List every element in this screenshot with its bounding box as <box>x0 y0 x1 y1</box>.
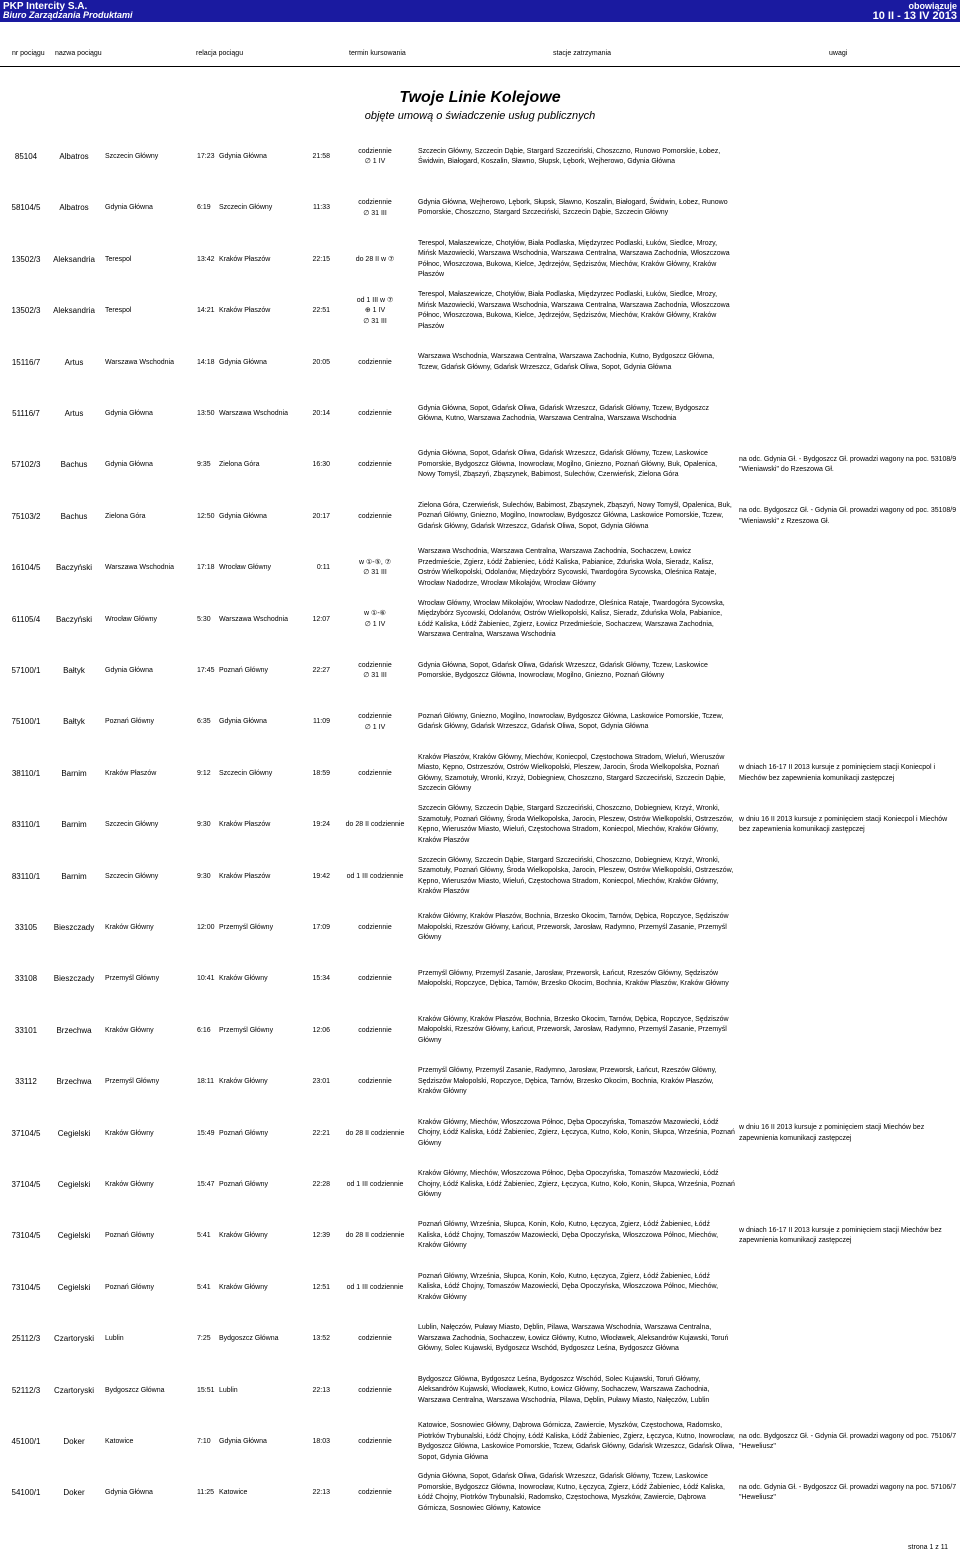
destination-station: Kraków Płaszów <box>219 255 271 263</box>
arrival-time: 17:09 <box>312 924 330 931</box>
arrival-time: 12:07 <box>312 615 330 623</box>
train-number: 61105/4 <box>11 614 41 624</box>
column-header-train-number: nr pociągu <box>12 50 45 57</box>
origin-station: Wrocław Główny <box>105 615 157 623</box>
destination-station: Kraków Główny <box>219 1078 268 1086</box>
office-name: Biuro Zarządzania Produktami <box>3 10 133 20</box>
departure-time: 5:41 <box>197 1232 211 1240</box>
train-number: 33105 <box>14 923 38 932</box>
train-number: 33108 <box>14 974 38 984</box>
origin-station: Kraków Płaszów <box>105 769 157 777</box>
departure-time: 14:18 <box>197 358 215 366</box>
destination-station: Szczecin Główny <box>219 769 273 777</box>
train-number: 37104/5 <box>11 1180 41 1189</box>
destination-station: Kraków Główny <box>219 1232 268 1240</box>
train-number: 15116/7 <box>11 357 41 367</box>
arrival-time: 20:05 <box>312 358 330 366</box>
train-number: 75100/1 <box>11 717 41 727</box>
train-number: 73104/5 <box>11 1231 41 1241</box>
train-name: Cegielski <box>57 1128 91 1138</box>
stops-list: Przemyśl Główny, Przemyśl Zasanie, Radymno, Jarosław, Przeworsk, Łańcut, Rzeszów Główny, Sędziszów Małopolski, Ropczyce, Dębica, Tarnów, Brzesko Okocim, Bochnia, Kraków Płaszów, Kraków Główny <box>418 1067 717 1096</box>
schedule-term: codziennie <box>358 924 392 931</box>
stops-list: Kraków Główny, Kraków Płaszów, Bochnia, Brzesko Okocim, Tarnów, Dębica, Ropczyce, Sędziszów Małopolski, Rzeszów Główny, Łańcut, Przeworsk, Jarosław, Radymno, Przemyśl Zasanie, Przemyśl Główny <box>418 913 729 941</box>
arrival-time: 20:14 <box>312 410 330 417</box>
train-name: Artus <box>64 357 84 367</box>
stops-list: Terespol, Małaszewicze, Chotyłów, Biała Podlaska, Międzyrzec Podlaski, Łuków, Siedlce, Mrozy, Mińsk Mazowiecki, Warszawa Wschodnia, Warszawa Centralna, Warszawa Zachodnia, Włoszczowa Północ, Włoszczowa, Bukowa, Kielce, Jędrzejów, Sędziszów, Miechów, Kraków Główny, Kraków Płaszów <box>418 291 730 330</box>
stops-list: Kraków Główny, Miechów, Włoszczowa Północ, Dęba Opoczyńska, Tomaszów Mazowiecki, Łódź Chojny, Łódź Kaliska, Łódź Żabieniec, Zgierz, Łęczyca, Kutno, Koło, Konin, Słupca, Września, Poznań Główny <box>418 1118 735 1147</box>
origin-station: Kraków Główny <box>105 924 154 931</box>
stops-list: Gdynia Główna, Sopot, Gdańsk Oliwa, Gdańsk Wrzeszcz, Gdańsk Główny, Tczew, Laskowice Pomorskie, Bydgoszcz Główna, Inowrocław, Kutno, Łęczyca, Zgierz, Łódź Żabieniec, Łódź Kaliska, Łódź Chojny, Piotrków Trybunalski, Radomsko, Częstochowa, Myszków, Zawiercie, Dąbrowa Górnicza, Sosnowiec Główny, Katowice <box>418 1473 725 1512</box>
train-number: 33101 <box>14 1025 38 1035</box>
schedule-term: codziennie <box>358 358 392 366</box>
destination-station: Kraków Główny <box>219 975 268 983</box>
origin-station: Gdynia Główna <box>105 410 153 417</box>
schedule-term: codziennie <box>358 1386 392 1394</box>
destination-station: Gdynia Główna <box>219 153 267 160</box>
arrival-time: 23:01 <box>312 1078 330 1086</box>
departure-time: 7:10 <box>197 1438 211 1445</box>
train-number: 75103/2 <box>11 511 41 521</box>
stops-list: Terespol, Małaszewicze, Chotyłów, Biała Podlaska, Międzyrzec Podlaski, Łuków, Siedlce, Mrozy, Mińsk Mazowiecki, Warszawa Wschodnia, Warszawa Centralna, Warszawa Zachodnia, Włoszczowa Północ, Włoszczowa, Bukowa, Kielce, Jędrzejów, Sędziszów, Miechów, Kraków Główny, Kraków Płaszów <box>418 239 730 279</box>
column-header-notes: uwagi <box>829 50 848 57</box>
destination-station: Poznań Główny <box>219 1129 269 1137</box>
arrival-time: 0:11 <box>316 564 330 572</box>
departure-time: 12:50 <box>197 512 215 520</box>
destination-station: Gdynia Główna <box>219 1438 267 1445</box>
train-number: 45100/1 <box>11 1437 41 1446</box>
stops-list: Wrocław Główny, Wrocław Mikołajów, Wrocław Nadodrze, Oleśnica Rataje, Twardogóra Sycowska, Międzybórz Sycowski, Odolanów, Ostrów Wielkopolski, Kalisz, Sieradz, Zduńska Wola, Pabianice, Łódź Kaliska, Łódź Żabieniec, Zgierz, Łowicz Przedmieście, Sochaczew, Warszawa Zachodnia, Warszawa Centralna, Warszawa Wschodnia <box>418 599 725 639</box>
destination-station: Katowice <box>219 1489 248 1497</box>
schedule-term: od 1 III codziennie <box>346 1181 404 1188</box>
origin-station: Szczecin Główny <box>105 153 159 160</box>
stops-list: Gdynia Główna, Sopot, Gdańsk Oliwa, Gdańsk Wrzeszcz, Gdańsk Główny, Tczew, Laskowice Pomorskie, Bydgoszcz Główna, Inowrocław, Mogilno, Gniezno, Poznań Główny <box>418 661 708 679</box>
train-note: na odc. Bydgoszcz Gł. - Gdynia Gł. prowadzi wagony od poc. 75106/7 "Heweliusz" <box>739 1432 957 1450</box>
schedule-term: od 1 III codziennie <box>346 1283 404 1291</box>
arrival-time: 12:39 <box>312 1232 330 1240</box>
departure-time: 10:41 <box>197 975 215 983</box>
destination-station: Lublin <box>219 1386 238 1394</box>
train-note: w dniu 16 II 2013 kursuje z pominięciem stacji Koniecpol i Miechów bez zapewnienia komunikacji zastępczej <box>739 815 948 834</box>
schedule-term: codziennie <box>358 713 392 721</box>
header-divider <box>0 66 960 67</box>
origin-station: Kraków Główny <box>105 1026 154 1034</box>
destination-station: Szczecin Główny <box>219 204 273 212</box>
destination-station: Poznań Główny <box>219 667 269 674</box>
departure-time: 9:30 <box>197 872 211 880</box>
destination-station: Kraków Płaszów <box>219 821 271 829</box>
origin-station: Poznań Główny <box>105 1283 155 1291</box>
origin-station: Przemyśl Główny <box>105 975 160 983</box>
schedule-term: codziennie <box>358 1489 392 1497</box>
schedule-term: ⊕ 1 IV <box>364 307 386 315</box>
timetable-row <box>0 1463 960 1523</box>
departure-time: 6:19 <box>197 204 211 212</box>
stops-list: Przemyśl Główny, Przemyśl Zasanie, Jarosław, Przeworsk, Łańcut, Rzeszów Główny, Sędziszów Małopolski, Ropczyce, Dębica, Tarnów, Brzesko Okocim, Bochnia, Kraków Płaszów, Kraków Główny <box>418 969 729 988</box>
departure-time: 17:18 <box>197 564 215 572</box>
train-number: 54100/1 <box>11 1488 41 1498</box>
train-name: Baczyński <box>55 563 92 573</box>
train-note: na odc. Gdynia Gł. - Bydgoszcz Gł. prowadzi wagony na poc. 53108/9 "Wieniawski" do Rzeszowa Gł. <box>739 455 957 474</box>
destination-station: Gdynia Główna <box>219 718 267 726</box>
schedule-term: ∅ 31 III <box>363 569 387 577</box>
schedule-term: codziennie <box>358 661 392 669</box>
destination-station: Kraków Płaszów <box>219 872 271 880</box>
schedule-term: codziennie <box>358 199 392 207</box>
train-name: Doker <box>63 1437 85 1446</box>
company-name: PKP Intercity S.A. <box>3 1 88 12</box>
train-name: Bieszczady <box>53 974 95 984</box>
departure-time: 11:25 <box>197 1489 214 1497</box>
destination-station: Gdynia Główna <box>219 512 267 520</box>
origin-station: Przemyśl Główny <box>105 1078 160 1086</box>
train-name: Bachus <box>60 460 88 470</box>
train-name: Albatros <box>59 203 89 213</box>
schedule-term: ∅ 1 IV <box>364 158 386 166</box>
stops-list: Gdynia Główna, Sopot, Gdańsk Oliwa, Gdańsk Wrzeszcz, Gdańsk Główny, Tczew, Bydgoszcz Główna, Kutno, Warszawa Zachodnia, Warszawa Centralna, Warszawa Wschodnia <box>418 404 710 422</box>
destination-station: Przemyśl Główny <box>219 924 274 931</box>
origin-station: Warszawa Wschodnia <box>105 358 174 366</box>
train-note: na odc. Gdynia Gł. - Bydgoszcz Gł. prowadzi wagony na poc. 57106/7 "Heweliusz" <box>739 1483 957 1502</box>
train-name: Cegielski <box>57 1282 91 1292</box>
schedule-term: ∅ 31 III <box>363 317 387 325</box>
train-name: Brzechwa <box>56 1077 92 1087</box>
train-name: Barnim <box>61 768 87 778</box>
origin-station: Katowice <box>105 1438 134 1445</box>
arrival-time: 21:58 <box>312 153 330 160</box>
departure-time: 5:41 <box>197 1283 211 1291</box>
arrival-time: 12:06 <box>312 1026 330 1034</box>
destination-station: Warszawa Wschodnia <box>219 615 288 623</box>
origin-station: Lublin <box>105 1335 124 1343</box>
stops-list: Poznań Główny, Września, Słupca, Konin, Koło, Kutno, Łęczyca, Zgierz, Łódź Żabieniec, Łódź Kaliska, Łódź Chojny, Tomaszów Mazowiecki, Dęba Opoczyńska, Włoszczowa Północ, Miechów, Kraków Główny <box>418 1221 719 1250</box>
departure-time: 6:35 <box>197 718 211 726</box>
train-number: 13502/3 <box>11 254 41 264</box>
origin-station: Gdynia Główna <box>105 1489 153 1497</box>
stops-list: Szczecin Główny, Szczecin Dąbie, Stargard Szczeciński, Choszczno, Dobiegniew, Krzyż, Wronki, Szamotuły, Poznań Główny, Środa Wielkopolska, Jarocin, Pleszew, Ostrów Wielkopolski, Ostrzeszów, Kępno, Wieruszów Miasto, Wieluń, Częstochowa Stradom, Koniecpol, Miechów, Kraków Główny, Kraków Płaszów <box>418 805 734 844</box>
train-name: Aleksandria <box>53 254 95 264</box>
train-number: 57100/1 <box>11 666 41 675</box>
stops-list: Kraków Główny, Kraków Płaszów, Bochnia, Brzesko Okocim, Tarnów, Dębica, Ropczyce, Sędziszów Małopolski, Rzeszów Główny, Łańcut, Przeworsk, Jarosław, Radymno, Przemyśl Zasanie, Przemyśl Główny <box>418 1015 729 1044</box>
train-number: 58104/5 <box>11 203 41 213</box>
train-name: Doker <box>63 1488 85 1498</box>
train-number: 51116/7 <box>12 409 40 418</box>
departure-time: 17:23 <box>197 153 215 160</box>
train-name: Bałtyk <box>63 717 85 727</box>
stops-list: Zielona Góra, Czerwieńsk, Sulechów, Babimost, Zbąszynek, Zbąszyń, Nowy Tomyśl, Opalenica, Buk, Poznań Główny, Gniezno, Mogilno, Inowrocław, Bydgoszcz Główna, Laskowice Pomorskie, Tczew, Gdańsk Główny, Gdańsk Wrzeszcz, Gdańsk Oliwa, Sopot, Gdynia Główna <box>418 501 732 530</box>
arrival-time: 11:09 <box>313 718 330 726</box>
origin-station: Terespol <box>105 255 132 263</box>
column-header-route: relacja pociągu <box>196 50 244 57</box>
schedule-term: codziennie <box>358 512 392 520</box>
stops-list: Kraków Główny, Miechów, Włoszczowa Północ, Dęba Opoczyńska, Tomaszów Mazowiecki, Łódź Chojny, Łódź Kaliska, Łódź Żabieniec, Zgierz, Łęczyca, Kutno, Koło, Konin, Słupca, Września, Poznań Główny <box>418 1170 735 1198</box>
origin-station: Gdynia Główna <box>105 667 153 674</box>
destination-station: Bydgoszcz Główna <box>219 1335 279 1343</box>
schedule-term: ∅ 31 III <box>363 672 387 680</box>
stops-list: Bydgoszcz Główna, Bydgoszcz Leśna, Bydgoszcz Wschód, Solec Kujawski, Toruń Główny, Aleksandrów Kujawski, Włocławek, Kutno, Łowicz Główny, Sochaczew, Warszawa Zachodnia, Warszawa Centralna, Warszawa Wschodnia, Pilawa, Dęblin, Puławy Miasto, Nałęczów, Lublin <box>418 1375 710 1404</box>
departure-time: 13:50 <box>197 410 215 417</box>
destination-station: Zielona Góra <box>219 461 260 469</box>
arrival-time: 15:34 <box>312 975 330 983</box>
origin-station: Kraków Główny <box>105 1129 154 1137</box>
train-name: Aleksandria <box>53 306 95 316</box>
schedule-term: codziennie <box>358 461 392 469</box>
train-note: w dniach 16-17 II 2013 kursuje z pominięciem stacji Koniecpol i Miechów bez zapewnienia komunikacji zastępczej <box>739 764 936 782</box>
schedule-term: codziennie <box>358 769 392 777</box>
section-title: Twoje Linie Kolejowe <box>399 89 561 106</box>
departure-time: 6:16 <box>197 1026 211 1034</box>
schedule-term: do 28 II codziennie <box>345 1129 405 1137</box>
destination-station: Poznań Główny <box>219 1181 269 1188</box>
schedule-term: ∅ 1 IV <box>364 723 386 731</box>
train-number: 83110/1 <box>11 871 41 881</box>
departure-time: 15:49 <box>197 1129 215 1137</box>
train-name: Bachus <box>60 511 88 521</box>
schedule-term: codziennie <box>358 147 392 155</box>
stops-list: Lublin, Nałęczów, Puławy Miasto, Dęblin, Pilawa, Warszawa Wschodnia, Warszawa Centralna, Warszawa Zachodnia, Sochaczew, Łowicz Główny, Kutno, Włocławek, Aleksandrów Kujawski, Toruń Główny, Solec Kujawski, Bydgoszcz Wschód, Bydgoszcz Leśna, Bydgoszcz Główna <box>418 1324 729 1353</box>
train-name: Cegielski <box>57 1231 91 1241</box>
section-subtitle: objęte umową o świadczenie usług publicznych <box>364 110 596 122</box>
train-number: 52112/3 <box>11 1385 41 1395</box>
origin-station: Szczecin Główny <box>105 872 159 880</box>
train-number: 25112/3 <box>11 1334 41 1344</box>
train-number: 38110/1 <box>11 768 41 778</box>
schedule-term: do 28 II codziennie <box>345 1232 405 1240</box>
train-name: Barnim <box>61 820 87 830</box>
train-name: Barnim <box>61 871 87 881</box>
arrival-time: 11:33 <box>313 204 330 212</box>
arrival-time: 12:51 <box>312 1283 330 1291</box>
origin-station: Gdynia Główna <box>105 204 153 212</box>
arrival-time: 22:13 <box>312 1386 330 1394</box>
train-number: 57102/3 <box>11 460 41 470</box>
arrival-time: 22:21 <box>312 1129 330 1137</box>
departure-time: 15:47 <box>197 1181 215 1188</box>
stops-list: Katowice, Sosnowiec Główny, Dąbrowa Górnicza, Zawiercie, Myszków, Częstochowa, Radomsko, Piotrków Trybunalski, Łódź Chojny, Łódź Kaliska, Łódź Żabieniec, Zgierz, Łęczyca, Kutno, Inowrocław, Bydgoszcz Główna, Laskowice Pomorskie, Tczew, Gdańsk Główny, Gdańsk Wrzeszcz, Gdańsk Oliwa, Sopot, Gdynia Główna <box>418 1422 735 1461</box>
departure-time: 5:30 <box>197 615 211 623</box>
arrival-time: 22:28 <box>312 1181 330 1188</box>
schedule-term: do 28 II codziennie <box>345 821 405 829</box>
stops-list: Kraków Płaszów, Kraków Główny, Miechów, Koniecpol, Częstochowa Stradom, Wieluń, Wieruszów Miasto, Kępno, Ostrzeszów, Ostrów Wielkopolski, Pleszew, Jarocin, Środa Wielkopolska, Poznań Główny, Szamotuły, Wronki, Krzyż, Dobiegniew, Choszczno, Stargard Szczeciński, Szczecin Dąbie, Szczecin Główny <box>418 753 726 793</box>
train-number: 37104/5 <box>11 1128 41 1138</box>
destination-station: Przemyśl Główny <box>219 1026 274 1034</box>
page-number: strona 1 z 11 <box>908 1544 948 1551</box>
schedule-term: codziennie <box>358 1438 392 1445</box>
departure-time: 9:12 <box>197 769 211 777</box>
departure-time: 17:45 <box>197 667 215 674</box>
origin-station: Poznań Główny <box>105 718 155 726</box>
schedule-term: od 1 III w ⑦ <box>356 296 394 304</box>
origin-station: Bydgoszcz Główna <box>105 1386 165 1394</box>
schedule-term: codziennie <box>358 1026 392 1034</box>
column-header-stops: stacje zatrzymania <box>553 50 611 57</box>
origin-station: Poznań Główny <box>105 1232 155 1240</box>
stops-list: Gdynia Główna, Wejherowo, Lębork, Słupsk, Sławno, Koszalin, Białogard, Świdwin, Łobez, Runowo Pomorskie, Choszczno, Stargard Szczeciński, Szczecin Dąbie, Szczecin Główny <box>418 198 728 217</box>
train-name: Bałtyk <box>63 666 85 675</box>
destination-station: Wrocław Główny <box>219 564 271 572</box>
stops-list: Warszawa Wschodnia, Warszawa Centralna, Warszawa Zachodnia, Sochaczew, Łowicz Przedmieście, Zgierz, Łódź Żabieniec, Łódź Kaliska, Pabianice, Zduńska Wola, Sieradz, Kalisz, Ostrów Wielkopolski, Odolanów, Międzybórz Sycowski, Twardogóra Sycowska, Oleśnica Rataje, Wrocław Nadodrze, Wrocław Mikołajów, Wrocław Główny <box>418 548 717 587</box>
column-header-schedule: termin kursowania <box>349 50 406 57</box>
arrival-time: 22:27 <box>312 667 330 674</box>
arrival-time: 19:42 <box>312 872 330 880</box>
departure-time: 7:25 <box>197 1335 211 1343</box>
train-number: 83110/1 <box>11 820 41 830</box>
departure-time: 9:30 <box>197 821 211 829</box>
schedule-term: codziennie <box>358 975 392 983</box>
origin-station: Gdynia Główna <box>105 461 153 469</box>
stops-list: Szczecin Główny, Szczecin Dąbie, Stargard Szczeciński, Choszczno, Runowo Pomorskie, Łobez, Świdwin, Białogard, Koszalin, Sławno, Słupsk, Lębork, Wejherowo, Gdynia Główna <box>418 147 721 165</box>
stops-list: Warszawa Wschodnia, Warszawa Centralna, Warszawa Zachodnia, Kutno, Bydgoszcz Główna, Tczew, Gdańsk Główny, Gdańsk Wrzeszcz, Gdańsk Oliwa, Sopot, Gdynia Główna <box>418 353 715 371</box>
departure-time: 12:00 <box>197 924 215 931</box>
validity-label: obowiązuje <box>908 1 957 11</box>
arrival-time: 16:30 <box>312 461 330 469</box>
schedule-term: codziennie <box>358 1335 392 1343</box>
train-name: Artus <box>64 409 84 418</box>
destination-station: Kraków Główny <box>219 1283 268 1291</box>
schedule-term: do 28 II w ⑦ <box>355 255 395 263</box>
schedule-term: od 1 III codziennie <box>346 872 404 880</box>
schedule-term: codziennie <box>358 410 392 417</box>
document-header <box>0 0 960 22</box>
arrival-time: 18:59 <box>312 769 330 777</box>
arrival-time: 18:03 <box>312 1438 330 1445</box>
departure-time: 18:11 <box>197 1078 214 1086</box>
departure-time: 13:42 <box>197 255 215 263</box>
train-note: na odc. Bydgoszcz Gł. - Gdynia Gł. prowadzi wagony od poc. 35108/9 "Wieniawski" z Rzeszowa Gł. <box>739 507 957 525</box>
arrival-time: 20:17 <box>312 512 330 520</box>
train-name: Czartoryski <box>53 1334 94 1344</box>
arrival-time: 22:51 <box>312 307 330 315</box>
schedule-term: ∅ 1 IV <box>364 620 386 628</box>
train-name: Brzechwa <box>56 1025 92 1035</box>
train-number: 13502/3 <box>11 306 41 316</box>
arrival-time: 19:24 <box>312 821 330 829</box>
arrival-time: 22:13 <box>312 1489 330 1497</box>
arrival-time: 22:15 <box>312 255 330 263</box>
train-number: 16104/5 <box>11 563 41 573</box>
validity-range: 10 II - 13 IV 2013 <box>872 10 957 22</box>
train-number: 33112 <box>15 1077 37 1087</box>
column-header-train-name: nazwa pociągu <box>55 50 102 57</box>
schedule-term: ∅ 31 III <box>363 209 387 217</box>
destination-station: Gdynia Główna <box>219 358 267 366</box>
train-name: Baczyński <box>55 614 92 624</box>
schedule-term: w ①-⑥ <box>364 610 386 618</box>
train-note: w dniu 16 II 2013 kursuje z pominięciem stacji Miechów bez zapewnienia komunikacji zastępczej <box>739 1124 925 1142</box>
schedule-term: codziennie <box>358 1078 392 1086</box>
train-name: Cegielski <box>57 1180 91 1189</box>
stops-list: Poznań Główny, Września, Słupca, Konin, Koło, Kutno, Łęczyca, Zgierz, Łódź Żabieniec, Łódź Kaliska, Łódź Chojny, Tomaszów Mazowiecki, Dęba Opoczyńska, Włoszczowa Północ, Miechów, Kraków Główny <box>418 1272 719 1301</box>
train-number: 85104 <box>14 152 38 161</box>
train-name: Albatros <box>59 152 89 161</box>
stops-list: Poznań Główny, Gniezno, Mogilno, Inowrocław, Bydgoszcz Główna, Laskowice Pomorskie, Tczew, Gdańsk Główny, Gdańsk Wrzeszcz, Gdańsk Oliwa, Sopot, Gdynia Główna <box>418 712 724 731</box>
origin-station: Kraków Główny <box>105 1181 154 1188</box>
origin-station: Terespol <box>105 307 132 315</box>
stops-list: Gdynia Główna, Sopot, Gdańsk Oliwa, Gdańsk Wrzeszcz, Gdańsk Główny, Tczew, Laskowice Pomorskie, Bydgoszcz Główna, Inowrocław, Mogilno, Gniezno, Poznań Główny, Buk, Opalenica, Nowy Tomyśl, Zbąszyń, Zbąszynek, Babimost, Sulechów, Czerwieńsk, Zielona Góra <box>418 450 718 479</box>
origin-station: Warszawa Wschodnia <box>105 564 174 572</box>
origin-station: Szczecin Główny <box>105 821 159 829</box>
stops-list: Szczecin Główny, Szczecin Dąbie, Stargard Szczeciński, Choszczno, Dobiegniew, Krzyż, Wronki, Szamotuły, Poznań Główny, Środa Wielkopolska, Jarocin, Pleszew, Ostrów Wielkopolski, Ostrzeszów, Kępno, Wieruszów Miasto, Wieluń, Częstochowa Stradom, Koniecpol, Miechów, Kraków Główny, Kraków Płaszów <box>418 856 734 896</box>
schedule-term: w ①-⑤, ⑦ <box>358 558 392 566</box>
origin-station: Zielona Góra <box>105 512 146 520</box>
departure-time: 15:51 <box>197 1386 215 1394</box>
destination-station: Warszawa Wschodnia <box>219 410 288 417</box>
destination-station: Kraków Płaszów <box>219 307 271 315</box>
departure-time: 14:21 <box>197 307 215 315</box>
arrival-time: 13:52 <box>312 1335 330 1343</box>
departure-time: 9:35 <box>197 461 211 469</box>
train-name: Czartoryski <box>53 1385 94 1395</box>
train-name: Bieszczady <box>53 923 95 932</box>
train-number: 73104/5 <box>11 1282 41 1292</box>
train-note: w dniach 16-17 II 2013 kursuje z pominięciem stacji Miechów bez zapewnienia komunikacji zastępczej <box>739 1226 942 1245</box>
